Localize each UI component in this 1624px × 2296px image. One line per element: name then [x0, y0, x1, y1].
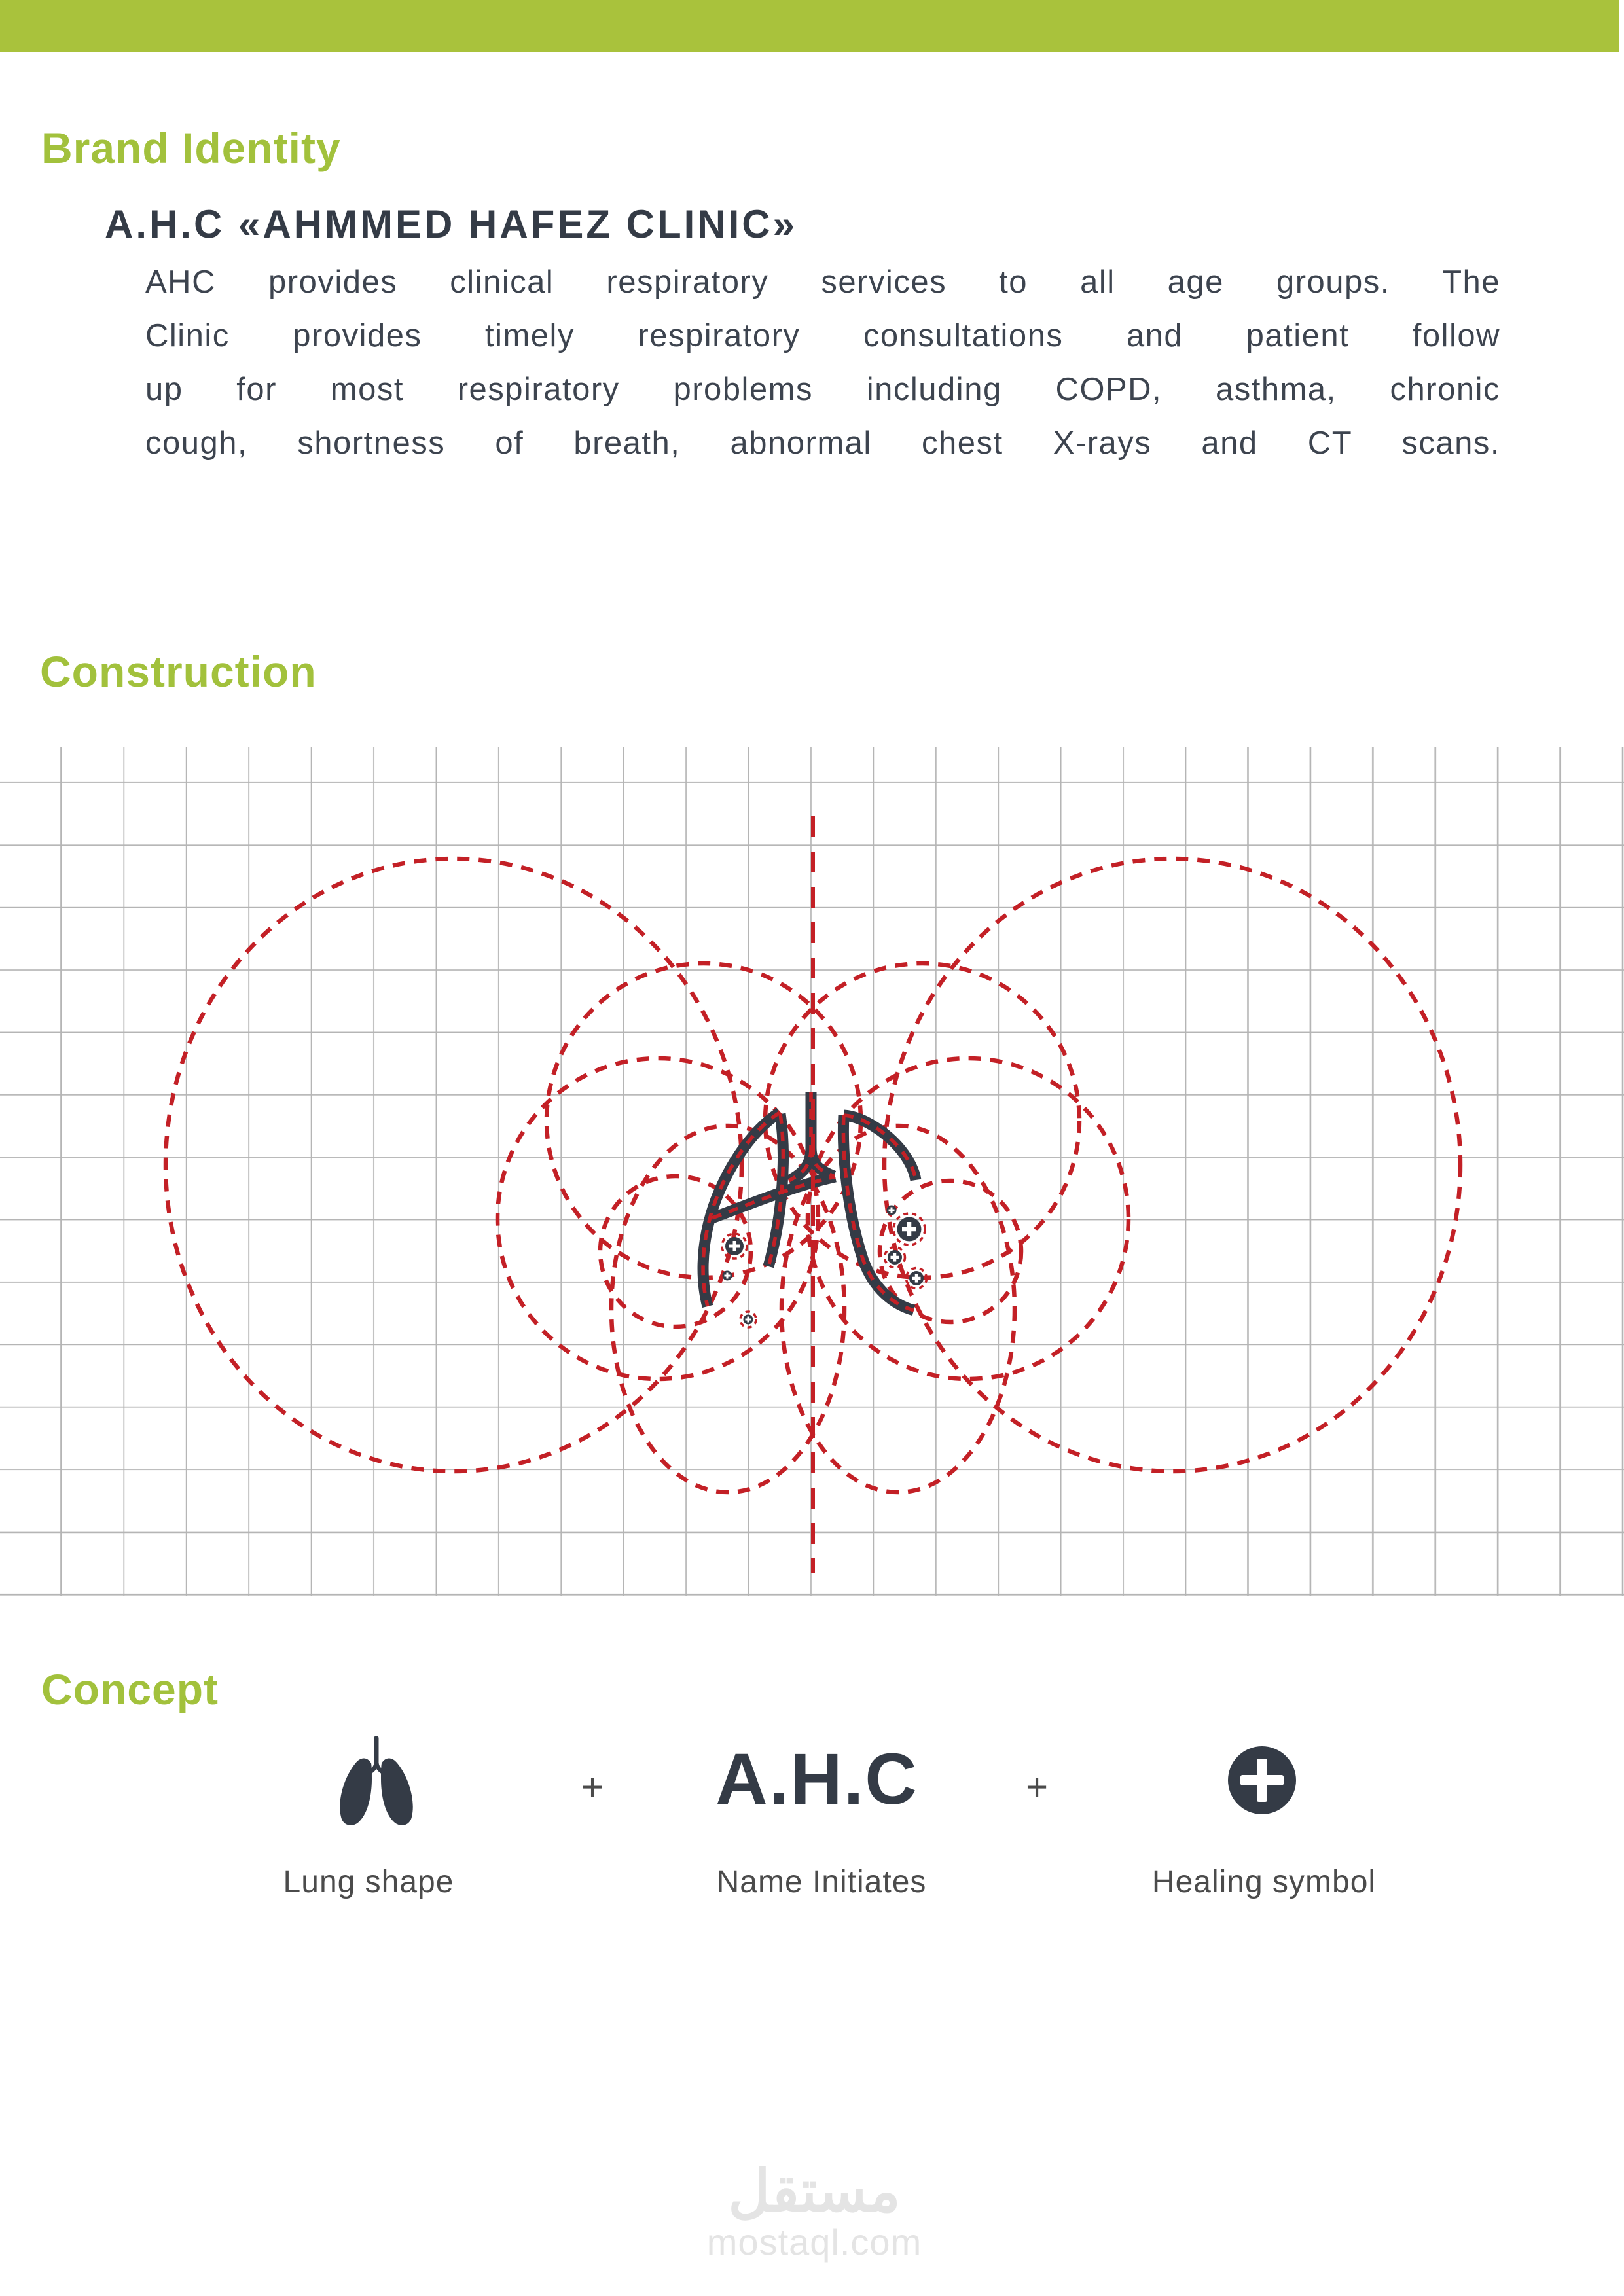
watermark-arabic-logo: مستقل — [728, 2159, 901, 2223]
concept-heading: Concept — [41, 1665, 219, 1713]
brand-description-line: Clinic provides timely respiratory consultations and patient follow — [145, 318, 1500, 353]
construction-diagram — [0, 746, 1624, 1597]
brand-description — [145, 255, 1500, 470]
brand-identity-heading: Brand Identity — [41, 124, 341, 172]
plus-separator: + — [1026, 1766, 1048, 1808]
top-accent-bar — [0, 0, 1619, 52]
lungs-icon — [328, 1734, 425, 1827]
brand-description-line: cough, shortness of breath, abnormal chest X-rays and CT scans. — [145, 425, 1500, 461]
concept-label-healing-symbol: Healing symbol — [1151, 1865, 1377, 1899]
watermark-site-text: mostaql.com — [706, 2221, 922, 2263]
brand-description-line: up for most respiratory problems including COPD, asthma, chronic — [145, 372, 1500, 407]
concept-label-lung-shape: Lung shape — [283, 1865, 454, 1899]
clinic-name-subheading: A.H.C «AHMMED HAFEZ CLINIC» — [105, 202, 798, 246]
construction-heading: Construction — [40, 647, 317, 696]
concept-label-name-initiates: Name Initiates — [716, 1865, 927, 1899]
watermark — [618, 2160, 1011, 2262]
brand-description-line: AHC provides clinical respiratory services to all age groups. The — [145, 264, 1500, 300]
plus-separator: + — [581, 1766, 604, 1808]
monogram-text: A.H.C — [715, 1739, 918, 1820]
healing-cross-icon — [1227, 1746, 1297, 1815]
